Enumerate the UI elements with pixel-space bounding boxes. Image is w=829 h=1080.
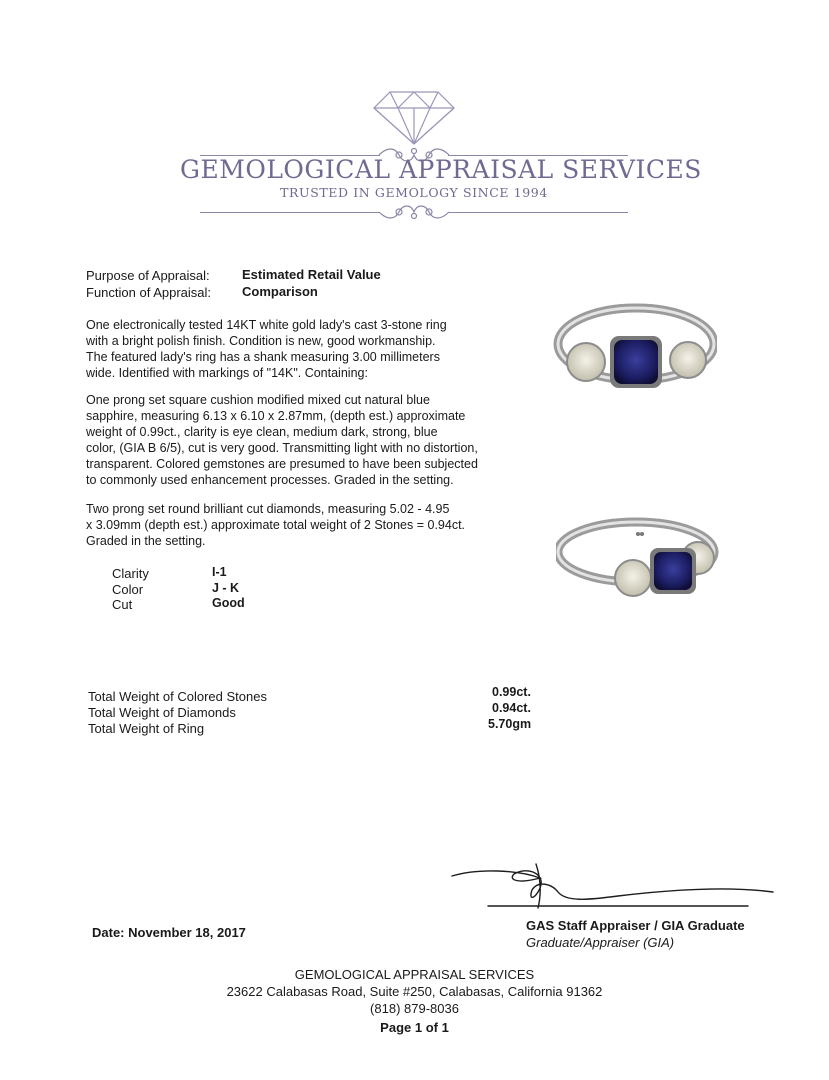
purpose-value: Estimated Retail Value [242,267,381,282]
ring-photo-front-icon [552,300,717,400]
sapphire-description-line: weight of 0.99ct., clarity is eye clean, medium dark, strong, blue [86,425,438,439]
sapphire-description-line: transparent. Colored gemstones are presumed to have been subjected [86,457,478,471]
ring-description-line: The featured lady's ring has a shank measuring 3.00 millimeters [86,350,440,364]
total-diamonds-value: 0.94ct. [492,701,531,715]
total-ring-weight-value: 5.70gm [488,717,532,731]
sapphire-description-line: color, (GIA B 6/5), cut is very good. Transmitting light with no distortion, [86,441,478,455]
sapphire-description-line: to commonly used enhancement processes. Graded in the setting. [86,473,454,487]
sapphire-description [86,392,526,488]
appraiser-credentials: Graduate/Appraiser (GIA) [526,935,675,950]
header-rule-bottom-left [200,212,380,213]
total-colored-stones-label: Total Weight of Colored Stones [88,689,267,704]
ring-description [86,317,526,381]
ring-photo-angle-icon [556,512,722,604]
diamond-description [86,501,526,549]
ring-description-line: One electronically tested 14KT white gold lady's cast 3-stone ring [86,318,447,332]
appraisal-date: Date: November 18, 2017 [92,925,246,940]
ring-description-line: with a bright polish finish. Condition is new, good workmanship. [86,334,436,348]
ring-description-line: wide. Identified with markings of "14K". Containing: [86,366,368,380]
footer-address: 23622 Calabasas Road, Suite #250, Calabasas, California 91362 [226,984,603,999]
company-name: GEMOLOGICAL APPRAISAL SERVICES [180,155,702,184]
diamond-description-line: Graded in the setting. [86,534,206,548]
page-number: Page 1 of 1 [380,1020,449,1035]
diamond-description-line: x 3.09mm (depth est.) approximate total weight of 2 Stones = 0.94ct. [86,518,466,532]
diamond-outline-icon [372,88,456,146]
clarity-value: I-1 [212,565,227,579]
color-label: Color [112,582,144,597]
sapphire-description-line: One prong set square cushion modified mixed cut natural blue [86,393,430,407]
purpose-label: Purpose of Appraisal: [86,268,210,283]
clarity-label: Clarity [112,566,149,581]
total-diamonds-label: Total Weight of Diamonds [88,705,236,720]
flourish-ornament-icon [377,202,451,222]
cut-label: Cut [112,597,133,612]
header-rule-bottom-right [448,212,628,213]
appraiser-title: GAS Staff Appraiser / GIA Graduate [526,918,745,933]
footer-phone: (818) 879-8036 [370,1001,459,1016]
total-ring-weight-label: Total Weight of Ring [88,721,205,736]
handwritten-signature-icon [448,862,778,912]
sapphire-description-line: sapphire, measuring 6.13 x 6.10 x 2.87mm, (depth est.) approximate [86,409,466,423]
footer-company: GEMOLOGICAL APPRAISAL SERVICES [294,967,535,982]
diamond-description-line: Two prong set round brilliant cut diamonds, measuring 5.02 - 4.95 [86,502,450,516]
total-colored-stones-value: 0.99ct. [492,685,531,699]
company-tagline: TRUSTED IN GEMOLOGY SINCE 1994 [280,185,548,200]
function-value: Comparison [242,284,318,299]
color-value: J - K [212,581,240,595]
function-label: Function of Appraisal: [86,285,212,300]
cut-value: Good [212,596,245,610]
